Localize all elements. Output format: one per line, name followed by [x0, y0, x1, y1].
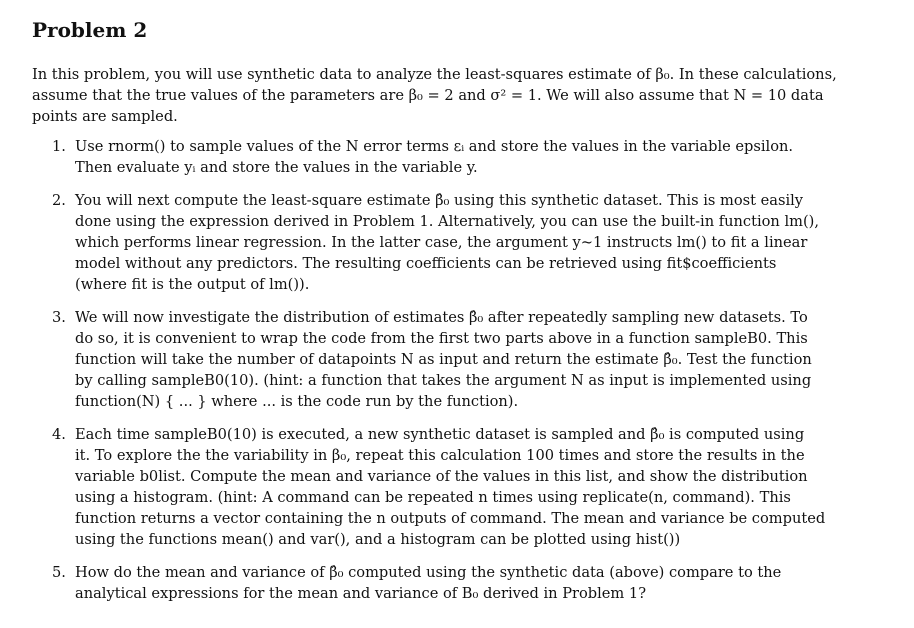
item-number: 3. — [52, 309, 66, 326]
item-line: (where fit is the output of lm()). — [75, 276, 310, 293]
item-line: Use rnorm() to sample values of the N error terms εᵢ and store the values in the variable epsilon. — [75, 138, 794, 155]
problem-list — [32, 136, 862, 616]
item-line: You will next compute the least-square estimate β̂₀ using this synthetic dataset. This is most easily — [75, 192, 804, 209]
item-line: using a histogram. (hint: A command can be repeated n times using replicate(n, command). This — [75, 489, 791, 506]
item-line: function returns a vector containing the n outputs of command. The mean and variance be computed — [75, 510, 826, 527]
item-line: We will now investigate the distribution of estimates β̂₀ after repeatedly sampling new datasets. To — [75, 309, 808, 326]
item-line: Each time sampleB0(10) is executed, a new synthetic dataset is sampled and β̂₀ is computed using — [75, 426, 805, 443]
intro-line: assume that the true values of the parameters are β₀ = 2 and σ² = 1. We will also assume that N = 10 data — [32, 87, 824, 104]
item-line: function(N) { ... } where ... is the code run by the function). — [75, 393, 519, 410]
item-line: model without any predictors. The resulting coefficients can be retrieved using fit$coefficients — [75, 255, 777, 272]
item-number: 1. — [52, 138, 66, 155]
item-line: function will take the number of datapoints N as input and return the estimate β̂₀. Test the function — [75, 351, 812, 368]
item-line: it. To explore the the variability in β₀, repeat this calculation 100 times and store the results in the — [75, 447, 805, 464]
list-item-4 — [32, 424, 862, 550]
intro-line: In this problem, you will use synthetic data to analyze the least-squares estimate of β₀. In these calculations, — [32, 66, 837, 83]
item-line: done using the expression derived in Problem 1. Alternatively, you can use the built-in function lm(), — [75, 213, 819, 230]
list-item-5 — [32, 562, 862, 604]
item-line: analytical expressions for the mean and variance of B₀ derived in Problem 1? — [75, 585, 647, 602]
intro-line: points are sampled. — [32, 108, 178, 125]
item-line: which performs linear regression. In the latter case, the argument y~1 instructs lm() to fit a linear — [75, 234, 808, 251]
item-line: Then evaluate yᵢ and store the values in the variable y. — [75, 159, 478, 176]
item-line: using the functions mean() and var(), and a histogram can be plotted using hist()) — [75, 531, 681, 548]
item-number: 4. — [52, 426, 66, 443]
item-line: do so, it is convenient to wrap the code from the first two parts above in a function sampleB0. This — [75, 330, 808, 347]
list-item-2 — [32, 190, 862, 295]
list-item-1 — [32, 136, 862, 178]
item-number: 2. — [52, 192, 66, 209]
item-line: by calling sampleB0(10). (hint: a function that takes the argument N as input is implemented using — [75, 372, 812, 389]
list-item-3 — [32, 307, 862, 412]
intro-paragraph — [32, 64, 862, 127]
item-line: variable b0list. Compute the mean and variance of the values in this list, and show the distribution — [75, 468, 808, 485]
item-line: How do the mean and variance of β̂₀ computed using the synthetic data (above) compare to the — [75, 564, 782, 581]
page-title: Problem 2 — [32, 18, 148, 42]
item-number: 5. — [52, 564, 66, 581]
